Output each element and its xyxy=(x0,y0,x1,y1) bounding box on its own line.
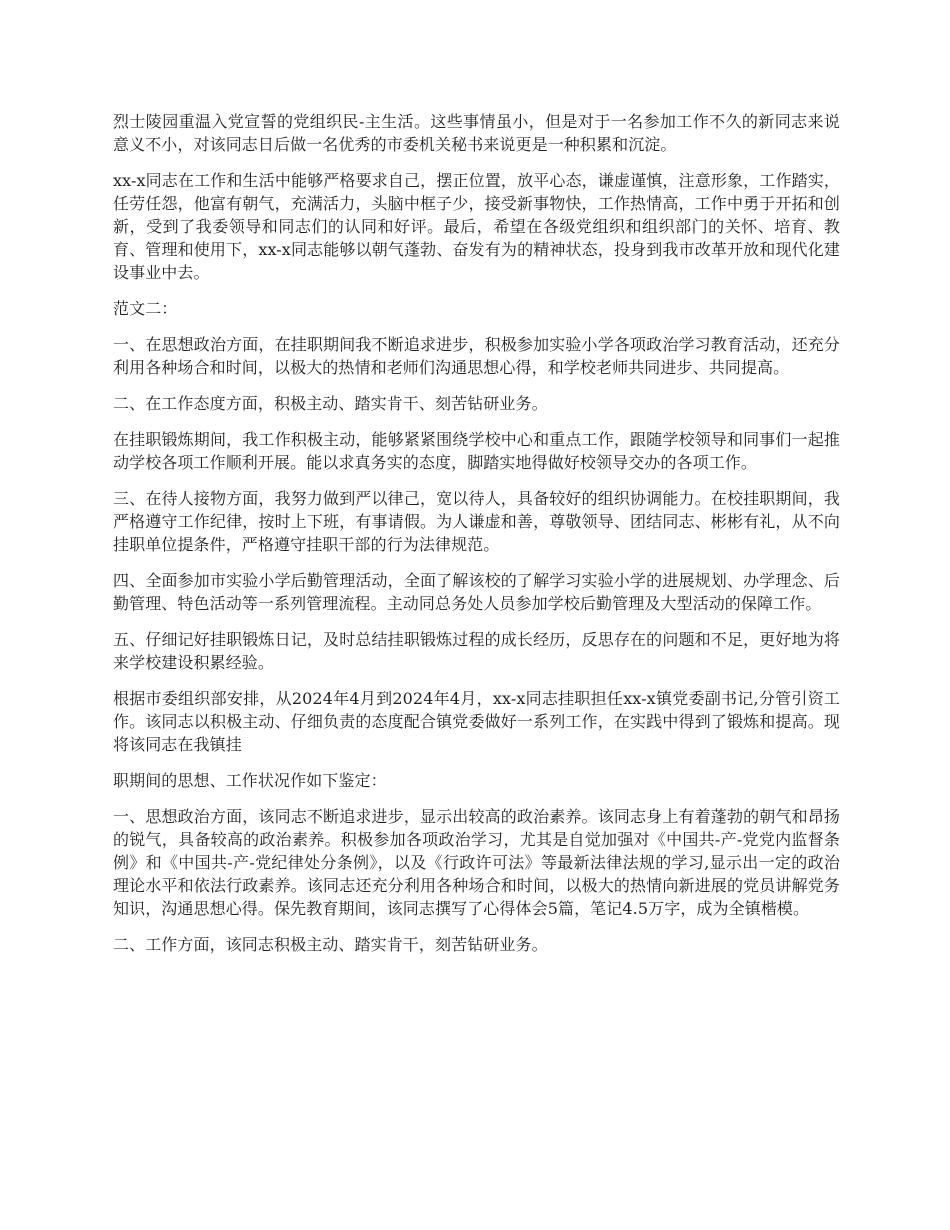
paragraph: 二、工作方面，该同志积极主动、踏实肯干，刻苦钻研业务。 xyxy=(113,935,548,954)
paragraph: 一、在思想政治方面，在挂职期间我不断追求进步，积极参加实验小学各项政治学习教育活动，还充分利用各种场合和时间，以极大的热情和老师们沟通思想心得，和学校老师共同进步、共同提高。 xyxy=(113,335,840,377)
paragraph: 根据市委组织部安排，从2024年4月到2024年4月，xx-x同志挂职担任xx-x镇党委副书记,分管引资工作。该同志以积极主动、仔细负责的态度配合镇党委做好一系列工作，在实践中得到了锻炼和提高。现将该同志在我镇挂 xyxy=(113,689,840,754)
section-heading: 范文二： xyxy=(113,299,178,318)
paragraph: 三、在待人接物方面，我努力做到严以律己，宽以待人，具备较好的组织协调能力。在校挂职期间，我严格遵守工作纪律，按时上下班，有事请假。为人谦虚和善，尊敬领导、团结同志、彬彬有礼，从不向挂职单位提条件，严格遵守挂职干部的行为法律规范。 xyxy=(113,489,840,554)
paragraph: 五、仔细记好挂职锻炼日记，及时总结挂职锻炼过程的成长经历，反思存在的问题和不足，更好地为将来学校建设积累经验。 xyxy=(113,630,840,672)
paragraph: 四、全面参加市实验小学后勤管理活动，全面了解该校的了解学习实验小学的进展规划、办学理念、后勤管理、特色活动等一系列管理流程。主动同总务处人员参加学校后勤管理及大型活动的保障工作。 xyxy=(113,571,840,613)
paragraph: 在挂职锻炼期间，我工作积极主动，能够紧紧围绕学校中心和重点工作，跟随学校领导和同事们一起推动学校各项工作顺利开展。能以求真务实的态度，脚踏实地得做好校领导交办的各项工作。 xyxy=(113,430,840,472)
paragraph: 一、思想政治方面，该同志不断追求进步，显示出较高的政治素养。该同志身上有着蓬勃的朝气和昂扬的锐气，具备较高的政治素养。积极参加各项政治学习，尤其是自觉加强对《中国共-产-党党内监督条例》和《中国共-产-党纪律处分条例》，以及《行政许可法》等最新法律法规的学习,显示出一定的政治理论水平和依法行政素养。该同志还充分利用各种场合和时间，以极大的热情向新进展的党员讲解党务知识，沟通思想心得。保先教育期间，该同志撰写了心得体会5篇，笔记4.5万字，成为全镇楷模。 xyxy=(113,807,840,918)
paragraph: 二、在工作态度方面，积极主动、踏实肯干、刻苦钻研业务。 xyxy=(113,394,548,413)
document-body xyxy=(113,110,840,969)
paragraph: 职期间的思想、工作状况作如下鉴定： xyxy=(113,771,387,790)
paragraph: 烈士陵园重温入党宣誓的党组织民-主生活。这些事情虽小，但是对于一名参加工作不久的新同志来说意义不小，对该同志日后做一名优秀的市委机关秘书来说更是一种积累和沉淀。 xyxy=(113,112,840,154)
paragraph: xx-x同志在工作和生活中能够严格要求自己，摆正位置，放平心态，谦虚谨慎，注意形象，工作踏实，任劳任怨，他富有朝气，充满活力，头脑中框子少，接受新事物快，工作热情高，工作中勇于开拓和创新，受到了我委领导和同志们的认同和好评。最后，希望在各级党组织和组织部门的关怀、培育、教育、管理和使用下，xx-x同志能够以朝气蓬勃、奋发有为的精神状态，投身到我市改革开放和现代化建设事业中去。 xyxy=(113,171,840,282)
